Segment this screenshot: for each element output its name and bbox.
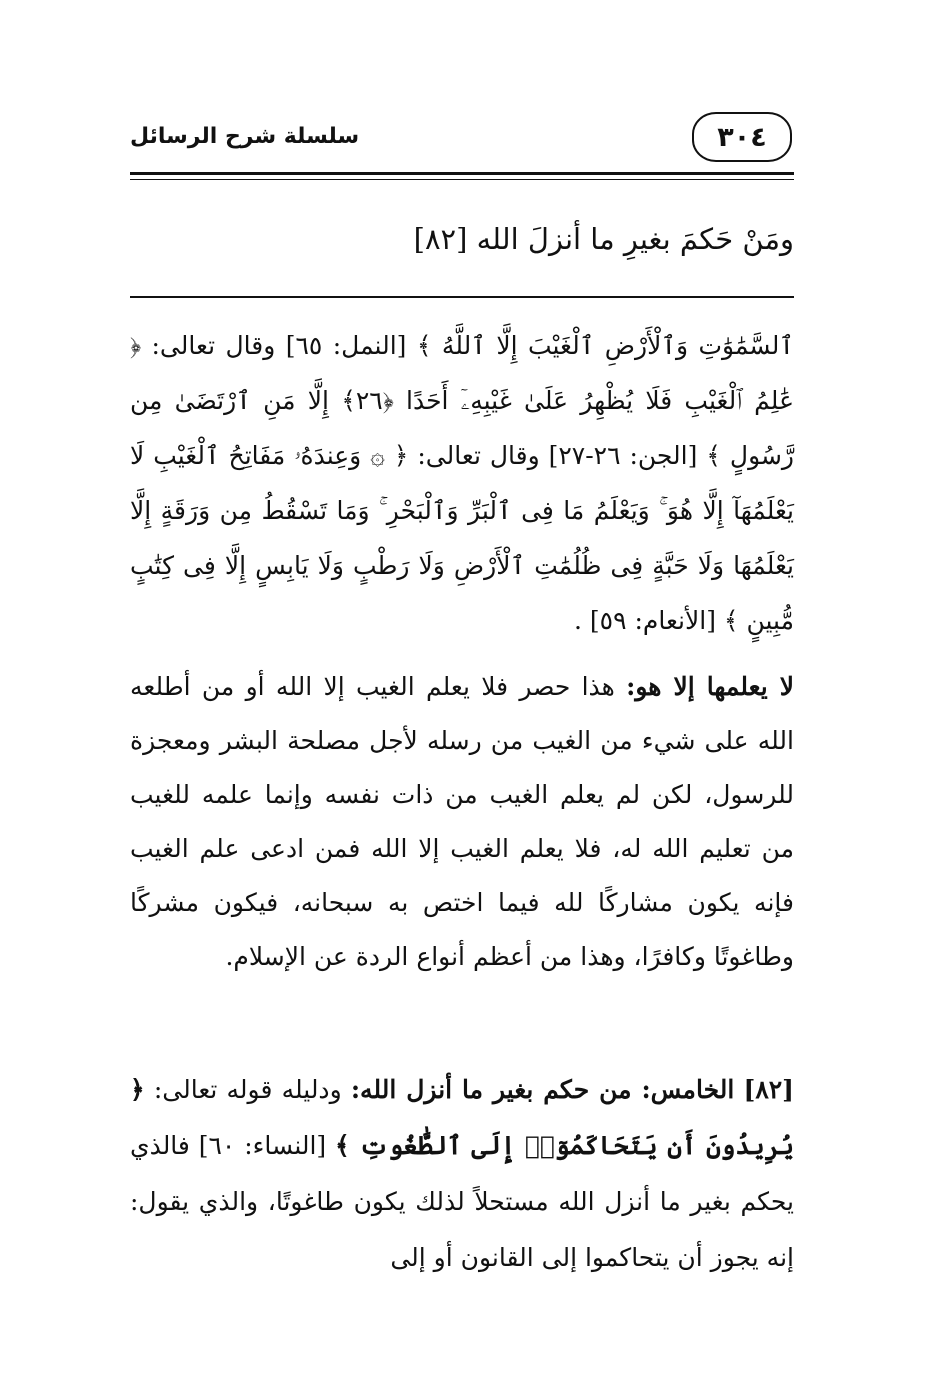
series-title: سلسلة شرح الرسائل xyxy=(130,124,360,149)
fifth-lead: الخامس: من حكم بغير ما أنزل الله: xyxy=(350,1075,735,1104)
fifth-paragraph xyxy=(130,1062,794,1286)
quran-text: ٱلسَّمَٰوَٰتِ وَٱلْأَرْضِ ٱلْغَيْبَ إِلَّا ٱللَّهُ ﴾ [النمل: ٦٥] وقال تعالى: ﴿ عَٰلِمُ ٱلْغَيْبِ فَلَا يُظْهِرُ عَلَىٰ غَيْبِهِۦٓ أَحَدًا ﴿٢٦﴾ إِلَّا مَنِ ٱرْتَضَىٰ مِن رَّسُولٍ ﴾ [الجن: ٢٦-٢٧] وقال تعالى: ﴿ ۞ وَعِندَهُۥ مَفَاتِحُ ٱلْغَيْبِ لَا يَعْلَمُهَآ إِلَّا هُوَ ۚ وَيَعْلَمُ مَا فِى ٱلْبَرِّ وَٱلْبَحْرِ ۚ وَمَا تَسْقُطُ مِن وَرَقَةٍ إِلَّا يَعْلَمُهَا وَلَا حَبَّةٍ فِى ظُلُمَٰتِ ٱلْأَرْضِ وَلَا رَطْبٍ وَلَا يَابِسٍ إِلَّا فِى كِتَٰبٍ مُّبِينٍ ﴾ [الأنعام: ٥٩] . xyxy=(130,331,795,635)
header-rule xyxy=(130,172,794,175)
matn-line: ومَنْ حَكمَ بغيرِ ما أنزلَ الله [٨٢] xyxy=(413,222,794,256)
commentary-body: هذا حصر فلا يعلم الغيب إلا الله أو من أطلعه الله على شيء من الغيب من رسله لأجل مصلحة البشر ومعجزة للرسول، لكن لم يعلم الغيب من ذات نفسه وإنما علمه للغيب من تعليم الله له، فلا يعلم الغيب إلا الله فمن ادعى علم الغيب فإنه يكون مشاركًا لله فيما اختص به سبحانه، فيكون مشركًا وطاغوتًا وكافرًا، وهذا من أعظم أنواع الردة عن الإسلام. xyxy=(130,672,794,971)
fifth-body-1: ودليله قوله تعالى: xyxy=(144,1075,351,1104)
footnote-ref: [٨٢] xyxy=(743,1075,795,1104)
fifth-verse: ﴿ يُرِيدُونَ أَن يَتَحَاكَمُوٓا۟ إِلَى ٱلطَّٰغُوتِ ﴾ xyxy=(130,1075,794,1160)
fifth-body-2: [النساء: ٦٠] فالذي يحكم بغير ما أنزل الله مستحلاً لذلك يكون طاغوتًا، والذي يقول: إنه يجوز أن يتحاكموا إلى القانون أو إلى xyxy=(130,1131,794,1272)
commentary-paragraph xyxy=(130,660,794,984)
page-header xyxy=(130,112,792,164)
commentary-text xyxy=(130,660,794,984)
matn-divider xyxy=(130,296,794,298)
header-rule-thin xyxy=(130,179,794,180)
fifth-text xyxy=(130,1062,794,1286)
commentary-lead: لا يعلمها إلا هو: xyxy=(626,672,794,701)
page-number: ٣٠٤ xyxy=(692,112,792,162)
quran-citations xyxy=(130,318,794,648)
